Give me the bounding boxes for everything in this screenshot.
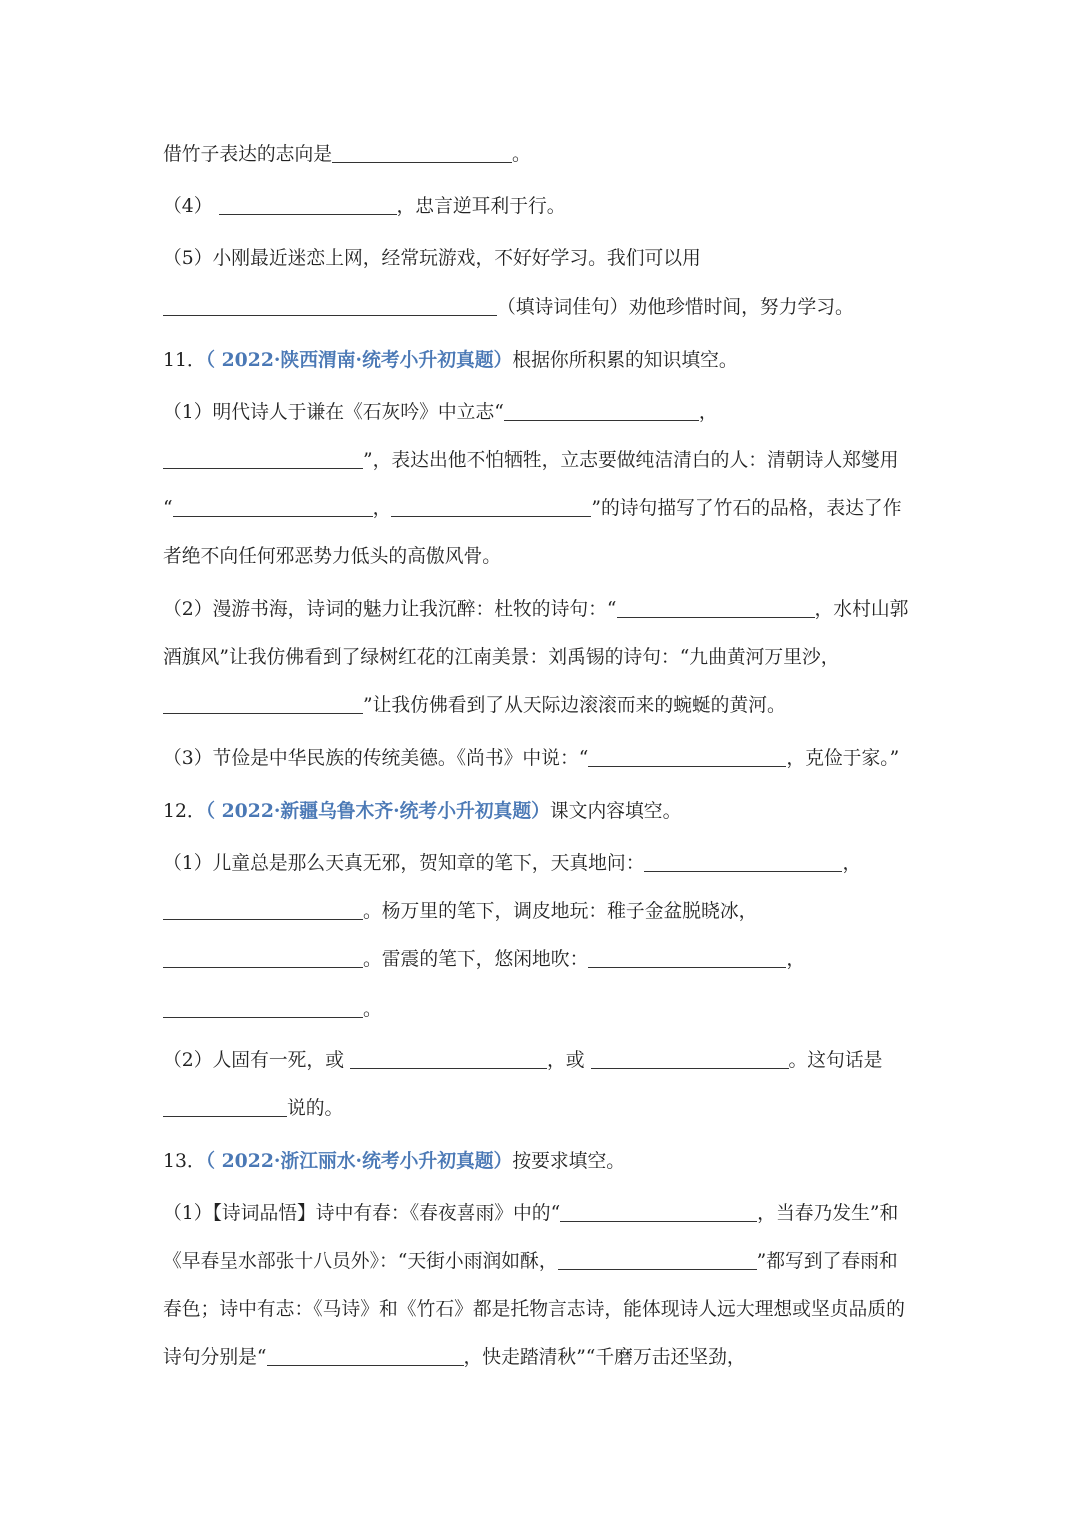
question-instruction: 课文内容填空。 (549, 801, 682, 822)
line-text: （2）漫游书海，诗词的魅力让我沉醉：杜牧的诗句：“ (163, 599, 617, 620)
q11-part2-line-2 (163, 646, 840, 670)
line-text: 春色；诗中有志：《马诗》和《竹石》都是托物言志诗，能体现诗人远大理想或坚贞品质的 (163, 1299, 905, 1320)
question-number: 13． (163, 1151, 206, 1172)
line-text: 《早春呈水部张十八员外》：“天街小雨润如酥， (163, 1251, 558, 1272)
line-text: ”，表达出他不怕牺牲，立志要做纯洁清白的人：清朝诗人郑燮用 (363, 450, 899, 471)
answer-blank (163, 1000, 363, 1018)
line-text: ，水村山郭 (814, 599, 909, 620)
answer-blank (163, 950, 363, 968)
answer-blank (267, 1348, 464, 1366)
question-instruction: 根据你所积累的知识填空。 (512, 350, 738, 371)
answer-blank (163, 1099, 287, 1117)
question-instruction: 按要求填空。 (512, 1151, 626, 1172)
answer-blank (558, 1252, 757, 1270)
line-text: ， (786, 949, 806, 970)
q13-part1-line-1 (163, 1202, 898, 1226)
q12-part1-line-1 (163, 852, 861, 876)
line-text: “ (163, 498, 173, 519)
line-text: 。 (512, 144, 531, 165)
question-number: 12． (163, 801, 206, 822)
q12-part2-line-1 (163, 1049, 882, 1073)
line-text: 诗句分别是“ (163, 1347, 267, 1368)
answer-blank (163, 696, 363, 714)
q12-heading (163, 799, 681, 823)
q11-part2-line-3 (163, 694, 786, 718)
line-text: 借竹子表达的志向是 (163, 144, 333, 165)
q10-part5-line-1 (163, 247, 701, 271)
q13-heading (163, 1149, 625, 1173)
line-text: （1）【诗词品悟】诗中有春：《春夜喜雨》中的“ (163, 1203, 561, 1224)
line-text: （2）人固有一死，或 (163, 1050, 350, 1071)
line-text: ”都写到了春雨和 (756, 1251, 898, 1272)
line-text: 。雷震的笔下，悠闲地吹： (363, 949, 589, 970)
q11-part1-line-2 (163, 449, 898, 473)
part-label: （4） (163, 196, 213, 217)
line-text: （5）小刚最近迷恋上网，经常玩游戏，不好好学习。我们可以用 (163, 248, 701, 269)
line-text: （填诗词佳句）劝他珍惜时间，努力学习。 (497, 297, 854, 318)
line-text: 说的。 (287, 1098, 344, 1119)
q12-part1-line-2 (163, 900, 757, 924)
line-text: 。这句话是 (788, 1050, 883, 1071)
line-text: 。 (363, 999, 382, 1020)
q13-part1-line-2 (163, 1250, 898, 1274)
q11-part2-line-1 (163, 598, 908, 622)
line-text: （1）明代诗人于谦在《石灰吟》中立志“ (163, 402, 504, 423)
line-text: ， (698, 402, 718, 423)
q13-part1-line-3 (163, 1298, 905, 1322)
answer-blank (163, 298, 497, 316)
answer-blank (504, 403, 699, 421)
answer-blank (588, 950, 786, 968)
line-text: ”让我仿佛看到了从天际边滚滚而来的蜿蜒的黄河。 (363, 695, 786, 716)
q10-bamboo-line (163, 143, 531, 167)
line-text: ”的诗句描写了竹石的品格，表达了作 (591, 498, 902, 519)
answer-blank (391, 499, 591, 517)
q11-heading (163, 348, 738, 372)
answer-blank (617, 600, 815, 618)
answer-blank (332, 145, 512, 163)
q10-part4-line (163, 195, 566, 219)
q10-part5-line-2 (163, 296, 854, 320)
q12-part1-line-3 (163, 948, 805, 972)
question-source: （ 2022·浙江丽水·统考小升初真题） (205, 1150, 513, 1172)
answer-blank (163, 902, 363, 920)
answer-blank (163, 451, 363, 469)
answer-blank (173, 499, 373, 517)
answer-blank (588, 749, 786, 767)
line-text: ，或 (546, 1050, 591, 1071)
q13-part1-line-4 (163, 1346, 746, 1370)
question-source: （ 2022·陕西渭南·统考小升初真题） (205, 349, 513, 371)
answer-blank (219, 197, 397, 215)
answer-blank (644, 854, 842, 872)
q12-part1-line-4 (163, 998, 382, 1022)
answer-blank (591, 1051, 789, 1069)
line-text: ， (372, 498, 392, 519)
line-text: 者绝不向任何邪恶势力低头的高傲风骨。 (163, 546, 502, 567)
answer-blank (560, 1204, 757, 1222)
q11-part1-line-1 (163, 401, 718, 425)
q11-part1-line-3 (163, 497, 902, 521)
line-text: 。杨万里的笔下，调皮地玩：稚子金盆脱晓冰， (363, 901, 758, 922)
line-text: （3）节俭是中华民族的传统美德。《尚书》中说：“ (163, 748, 589, 769)
line-text: ，忠言逆耳利于行。 (396, 196, 566, 217)
question-number: 11． (163, 350, 206, 371)
line-text: ，快走踏清秋”“千磨万击还坚劲， (463, 1347, 746, 1368)
line-text: ，克俭于家。” (786, 748, 900, 769)
answer-blank (350, 1051, 547, 1069)
q11-part1-line-4 (163, 545, 501, 569)
line-text: ，当春乃发生”和 (757, 1203, 899, 1224)
q11-part3-line (163, 747, 899, 771)
question-source: （ 2022·新疆乌鲁木齐·统考小升初真题） (205, 800, 550, 822)
line-text: ， (842, 853, 862, 874)
line-text: 酒旗风”让我仿佛看到了绿树红花的江南美景：刘禹锡的诗句：“九曲黄河万里沙， (163, 647, 840, 668)
line-text: （1）儿童总是那么天真无邪，贺知章的笔下，天真地问： (163, 853, 645, 874)
q12-part2-line-2 (163, 1097, 343, 1121)
